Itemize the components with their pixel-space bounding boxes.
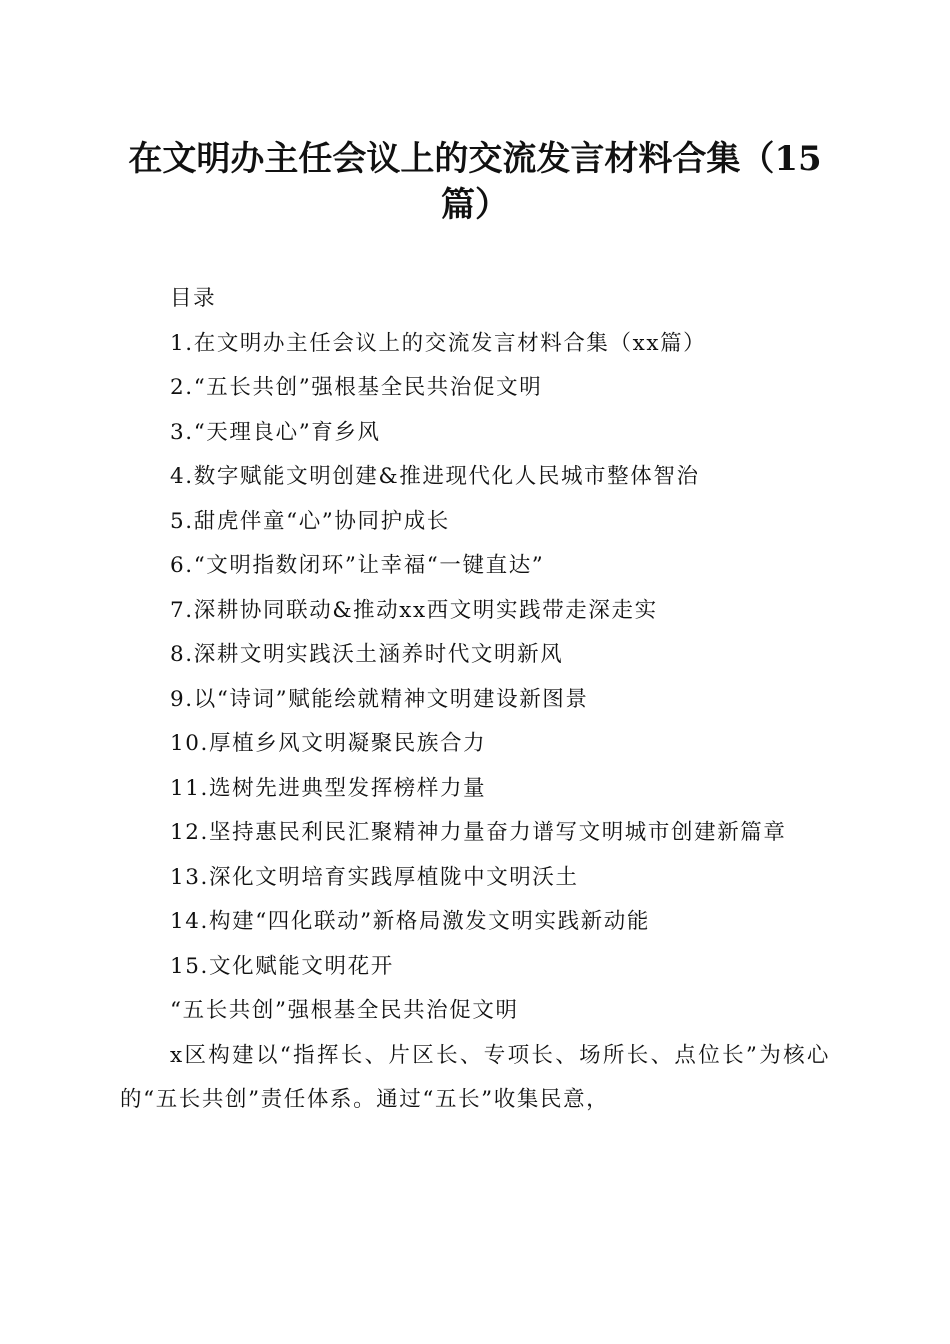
toc-item-12: 12.坚持惠民利民汇聚精神力量奋力谱写文明城市创建新篇章	[170, 820, 787, 845]
document-title: 在文明办主任会议上的交流发言材料合集（15篇）	[128, 139, 822, 225]
toc-item-6: 6.“文明指数闭环”让幸福“一键直达”	[170, 553, 545, 578]
body-paragraph: x区构建以“指挥长、片区长、专项长、场所长、点位长”为核心的“五长共创”责任体系。通过“五长”收集民意，	[120, 1042, 830, 1112]
toc-item-5: 5.甜虎伴童“心”协同护成长	[170, 508, 450, 534]
toc-item-10: 10.厚植乡风文明凝聚民族合力	[170, 731, 487, 756]
toc-item-15: 15.文化赋能文明花开	[170, 953, 394, 979]
toc-item-13: 13.深化文明培育实践厚植陇中文明沃土	[170, 864, 579, 890]
toc-item-7: 7.深耕协同联动&推动xx西文明实践带走深走实	[170, 597, 658, 623]
toc-item-3: 3.“天理良心”育乡风	[170, 419, 381, 445]
table-of-contents	[120, 322, 830, 990]
toc-item-8: 8.深耕文明实践沃土涵养时代文明新风	[170, 642, 564, 667]
toc-item-2: 2.“五长共创”强根基全民共治促文明	[170, 375, 543, 400]
toc-heading: 目录	[170, 286, 217, 311]
toc-item-11: 11.选树先进典型发挥榜样力量	[170, 775, 487, 801]
toc-item-4: 4.数字赋能文明创建&推进现代化人民城市整体智治	[170, 464, 700, 489]
document-body	[120, 277, 830, 1123]
toc-item-9: 9.以“诗词”赋能绘就精神文明建设新图景	[170, 686, 589, 712]
toc-item-14: 14.构建“四化联动”新格局激发文明实践新动能	[170, 909, 650, 934]
section-heading: “五长共创”强根基全民共治促文明	[170, 998, 519, 1023]
toc-item-1: 1.在文明办主任会议上的交流发言材料合集（xx篇）	[170, 330, 707, 356]
